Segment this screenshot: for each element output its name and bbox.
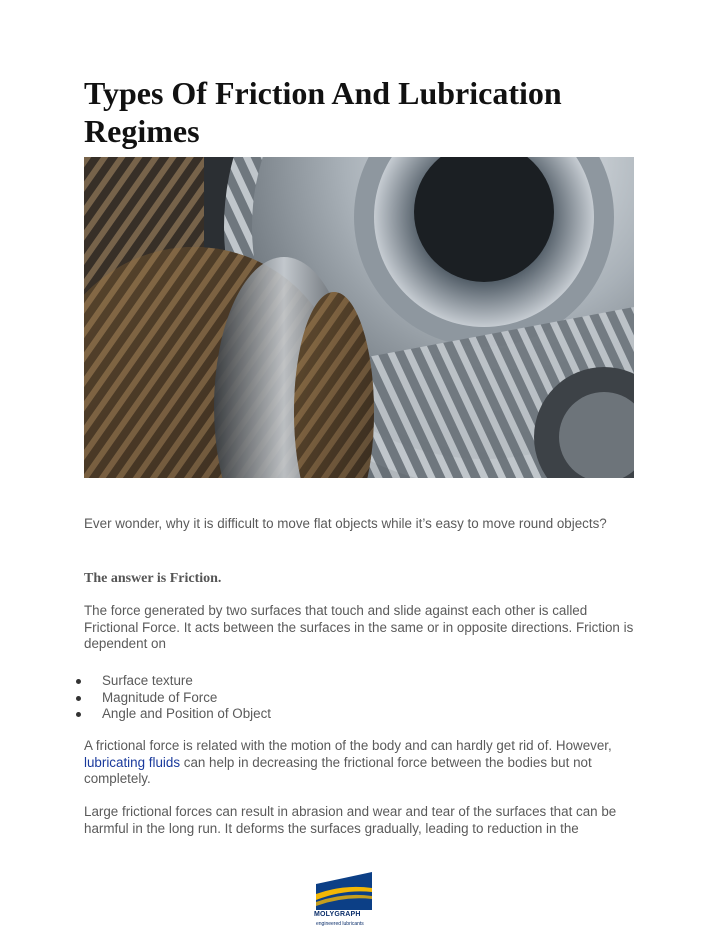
lubricating-fluids-link[interactable]: lubricating fluids xyxy=(84,754,181,770)
page-title: Types Of Friction And Lubrication Regimes xyxy=(84,75,562,149)
logo-name: MOLYGRAPH xyxy=(314,911,361,918)
list-item xyxy=(0,706,271,723)
frictional-force-paragraph xyxy=(84,738,644,788)
bullet-icon xyxy=(76,712,81,717)
logo-tagline: engineered lubricants xyxy=(316,921,364,927)
friction-factors-list xyxy=(0,673,271,723)
answer-heading: The answer is Friction. xyxy=(84,571,222,586)
intro-paragraph: Ever wonder, why it is difficult to move flat objects while it’s easy to move round objects? xyxy=(84,516,607,531)
bullet-icon xyxy=(76,679,81,684)
list-item xyxy=(0,690,271,707)
paragraph-text: A frictional force is related with the motion of the body and can hardly get rid of. However, xyxy=(84,738,612,753)
gears-photo xyxy=(84,157,634,478)
list-item xyxy=(0,673,271,690)
wear-paragraph: Large frictional forces can result in abrasion and wear and tear of the surfaces that can be harmful in the long run. It deforms the surfaces gradually, leading to reduction in the xyxy=(84,804,617,836)
list-item-text: Surface texture xyxy=(102,673,193,688)
list-item-text: Angle and Position of Object xyxy=(102,706,271,721)
list-item-text: Magnitude of Force xyxy=(102,689,218,705)
paragraph-text: can help in decreasing the frictional force between the bodies but not completely. xyxy=(84,754,592,786)
definition-paragraph: The force generated by two surfaces that touch and slide against each other is called Frictional Force. It acts between the surfaces in the same or in opposite directions. Friction is dependent on xyxy=(84,603,634,651)
bullet-icon xyxy=(76,696,81,701)
